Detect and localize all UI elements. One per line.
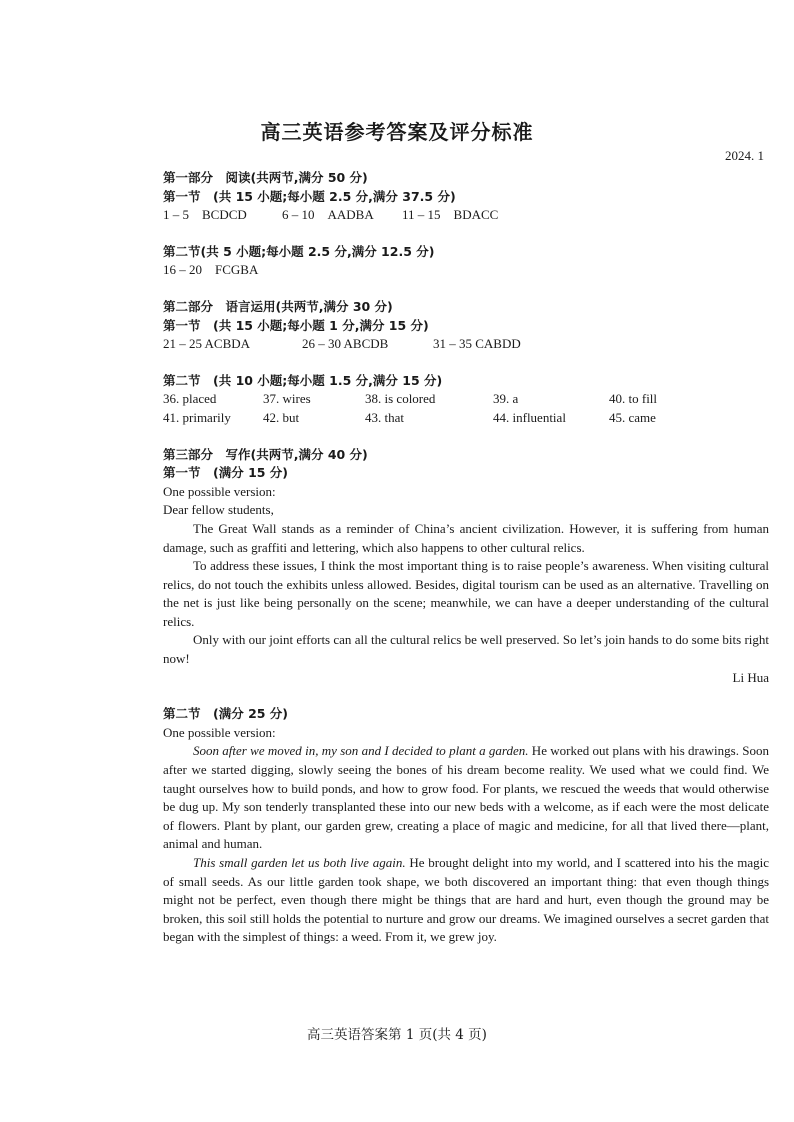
part2-sec1-heading: 第一节 (共 15 小题;每小题 1 分,满分 15 分) [163,317,429,333]
paragraph-body: He worked out plans with his drawings. Soon after we started digging, slowly seeing the bones of his dream become reality. We used what we could find. We taught ourselves how to build ponds, and how to grow food. For plants, we rescued the weeds that would otherwise be dug up. My son tenderly transplanted these into our new beds with a welcome, as if each were the most delicate of flowers. Plant by plant, our garden grew, creating a place of magic and medicine, for all that lived there—plant, animal and human. [163,743,769,852]
answer-group: 11 – 15 BDACC [402,207,499,223]
paragraph-lead-sentence: Soon after we moved in, my son and I decided to plant a garden. [193,743,529,759]
answer-item: 39. a [493,391,519,407]
answer-item: 40. to fill [609,391,658,407]
part1-sec1-answers [163,206,769,225]
answer-item: 44. influential [493,409,566,425]
letter-salutation: Dear fellow students, [163,502,274,518]
answer-item: 36. placed [163,391,217,407]
paragraph-lead-sentence: This small garden let us both live again. [193,855,406,870]
letter-paragraph: To address these issues, I think the most important thing is to raise people’s awareness. When visiting cultural relics, do not touch the exhibits unless allowed. Besides, digital tourism can be used as an alternative. Travelling on the net is just like being personally on the scene; meanwhile, we can have a deeper understanding of the cultural relics. [163,558,769,629]
part1-sec2-heading: 第二节(共 5 小题;每小题 2.5 分,满分 12.5 分) [163,243,435,259]
paragraph-body: He brought delight into my world, and I scattered into his the magic of small seeds. As our little garden took shape, we both discovered an important thing: that even though things might not be perfect, even though there might be things that are hard and hurt, even though the ground may be broken, this soil still holds the potential to nurture and grow our dreams. We imagined ourselves a secret garden that began with the simplest of things: a weed. From it, we grew joy. [163,855,769,945]
answer-item: 41. primarily [163,409,231,425]
part3-sec2-heading: 第二节 (满分 25 分) [163,706,289,722]
page-footer: 高三英语答案第 1 页(共 4 页) [307,1027,487,1043]
part3-sec1-heading: 第一节 (满分 15 分) [163,465,289,481]
part2-sec2-row2 [163,409,769,428]
answer-group: 26 – 30 ABCDB [302,336,389,352]
exam-date: 2024. 1 [725,148,764,163]
answer-item: 43. that [365,409,404,425]
version-label: One possible version: [163,724,276,740]
answer-group: 21 – 25 ACBDA [163,336,251,352]
answer-item: 42. but [263,409,300,425]
part2-heading: 第二部分 语言运用(共两节,满分 30 分) [163,298,393,314]
part1-sec1-heading: 第一节 (共 15 小题;每小题 2.5 分,满分 37.5 分) [163,188,456,204]
answer-group: 6 – 10 AADBA [282,207,374,223]
answer-group: 1 – 5 BCDCD [163,207,247,223]
story-paragraph [163,742,769,854]
answer-item: 37. wires [263,391,311,407]
part2-sec1-answers [163,335,769,354]
letter-paragraph: Only with our joint efforts can all the cultural relics be well preserved. So let’s join hands to do some bits right now! [163,632,769,667]
story-paragraph [163,854,769,947]
part1-sec2-answers: 16 – 20 FCGBA [163,262,259,278]
part2-sec2-heading: 第二节 (共 10 小题;每小题 1.5 分,满分 15 分) [163,372,443,388]
part2-sec2-row1 [163,390,769,409]
answer-item: 38. is colored [365,391,436,407]
answer-content [163,169,769,947]
letter-paragraph: The Great Wall stands as a reminder of China’s ancient civilization. However, it is suffering from human damage, such as graffiti and lettering, which also happens to other cultural relics. [163,520,769,555]
answer-item: 45. came [609,409,656,425]
version-label: One possible version: [163,483,276,499]
answer-group: 31 – 35 CABDD [433,336,521,352]
part1-heading: 第一部分 阅读(共两节,满分 50 分) [163,170,368,185]
part3-heading: 第三部分 写作(共两节,满分 40 分) [163,446,368,462]
page-title: 高三英语参考答案及评分标准 [260,120,534,144]
letter-signature: Li Hua [732,669,769,685]
